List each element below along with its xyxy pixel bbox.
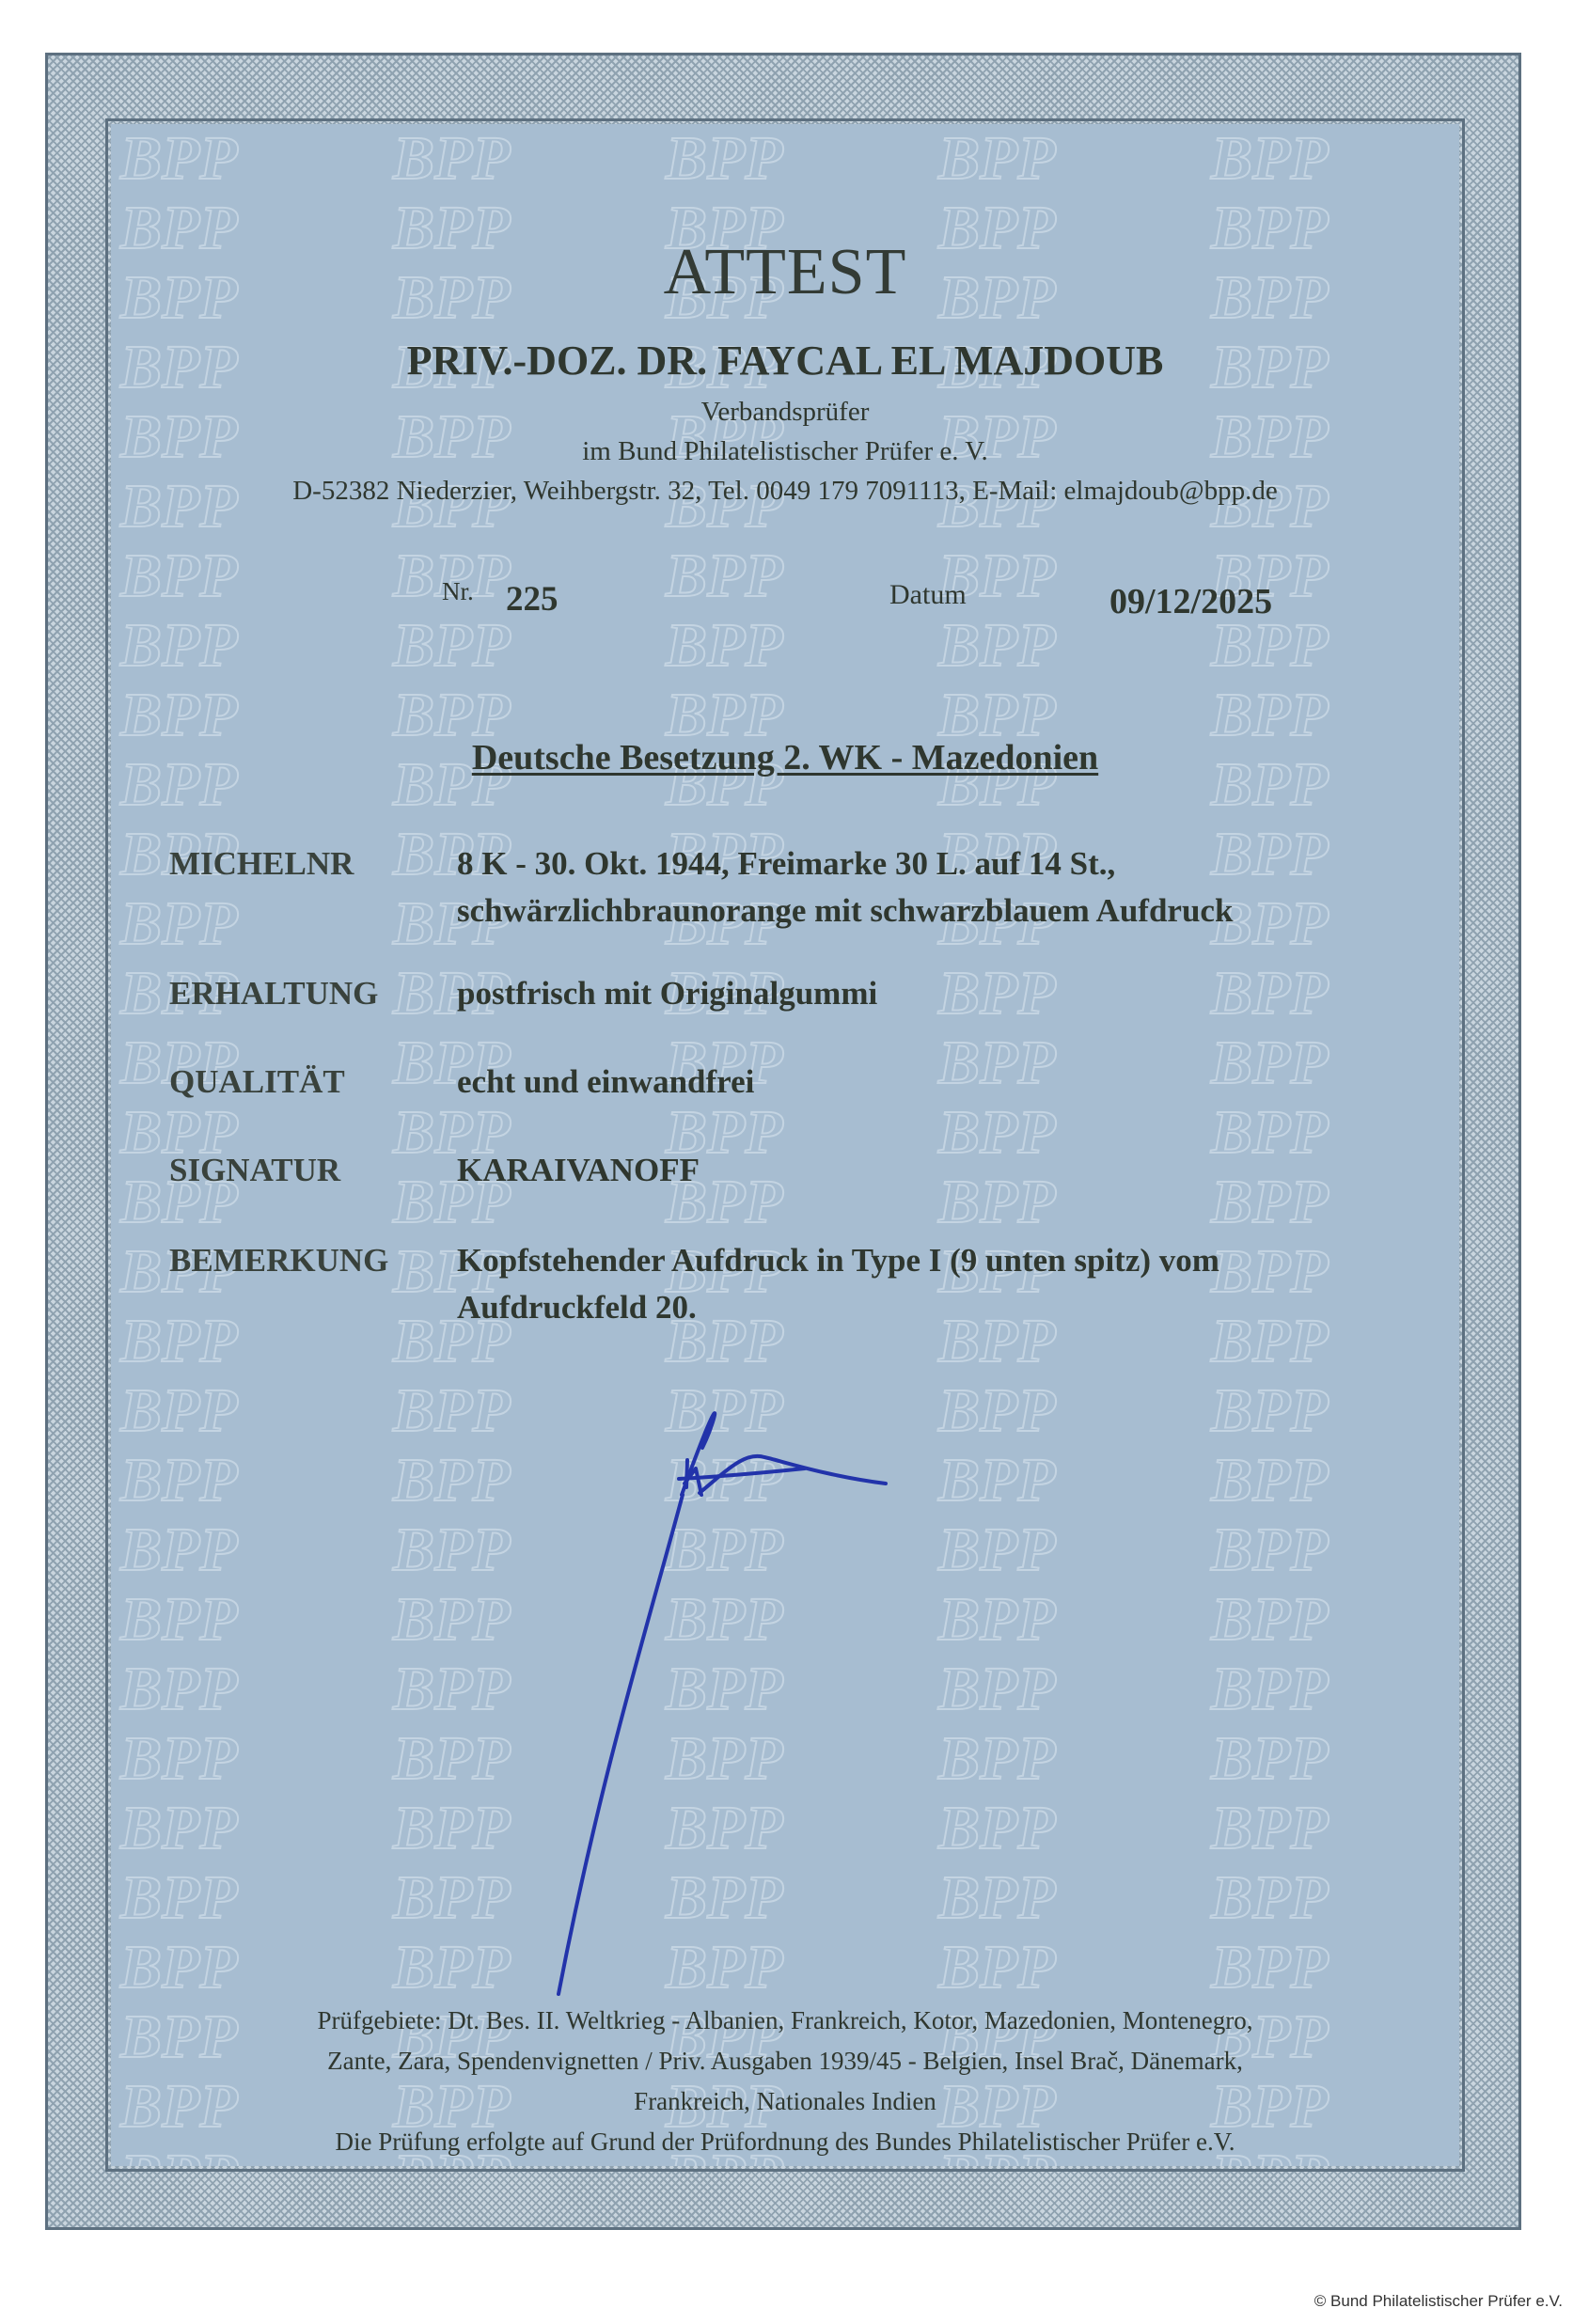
- examiner-role: Verbandsprüfer: [700, 397, 870, 427]
- footer-line: Zante, Zara, Spendenvignetten / Priv. Ausgaben 1939/45 - Belgien, Insel Brač, Dänemark,: [327, 2047, 1243, 2075]
- field-value: KARAIVANOFF: [457, 1152, 700, 1188]
- field-label: MICHELNR: [169, 845, 354, 882]
- field-label: ERHALTUNG: [169, 975, 379, 1012]
- copyright-notice: © Bund Philatelistischer Prüfer e.V.: [1314, 2292, 1563, 2310]
- certificate-panel: [111, 124, 1459, 2166]
- field-label: BEMERKUNG: [169, 1242, 389, 1279]
- certificate-date: 09/12/2025: [1109, 582, 1273, 621]
- certificate-title: ATTEST: [663, 236, 907, 308]
- examiner-contact: D-52382 Niederzier, Weihbergstr. 32, Tel. 0049 179 7091113, E-Mail: elmajdoub@bpp.de: [292, 476, 1278, 506]
- footer-disclaimer: Die Prüfung erfolgte auf Grund der Prüfordnung des Bundes Philatelistischer Prüfer e.V.: [335, 2128, 1235, 2156]
- field-label: QUALITÄT: [169, 1063, 345, 1100]
- field-value: Kopfstehender Aufdruck in Type I (9 unten spitz) vom Aufdruckfeld 20.: [457, 1242, 1219, 1326]
- footer-line: Frankreich, Nationales Indien: [634, 2087, 936, 2115]
- examiner-name: PRIV.-DOZ. DR. FAYCAL EL MAJDOUB: [406, 338, 1164, 384]
- field-value: 8 K - 30. Okt. 1944, Freimarke 30 L. auf 14 St., schwärzlichbraunorange mit schwarzblauem Aufdruck: [457, 845, 1234, 929]
- field-value: postfrisch mit Originalgummi: [457, 975, 878, 1012]
- field-label: SIGNATUR: [169, 1152, 341, 1188]
- stamp-area-heading: Deutsche Besetzung 2. WK - Mazedonien: [471, 738, 1099, 777]
- handwritten-signature: [111, 124, 1459, 2166]
- certificate-number: 225: [506, 580, 559, 619]
- number-label: Nr.: [442, 577, 474, 605]
- field-value: echt und einwandfrei: [457, 1063, 755, 1100]
- date-label: Datum: [889, 579, 967, 610]
- footer-line: Prüfgebiete: Dt. Bes. II. Weltkrieg - Albanien, Frankreich, Kotor, Mazedonien, Montenegro,: [317, 2006, 1253, 2034]
- examiner-association: im Bund Philatelistischer Prüfer e. V.: [582, 436, 988, 466]
